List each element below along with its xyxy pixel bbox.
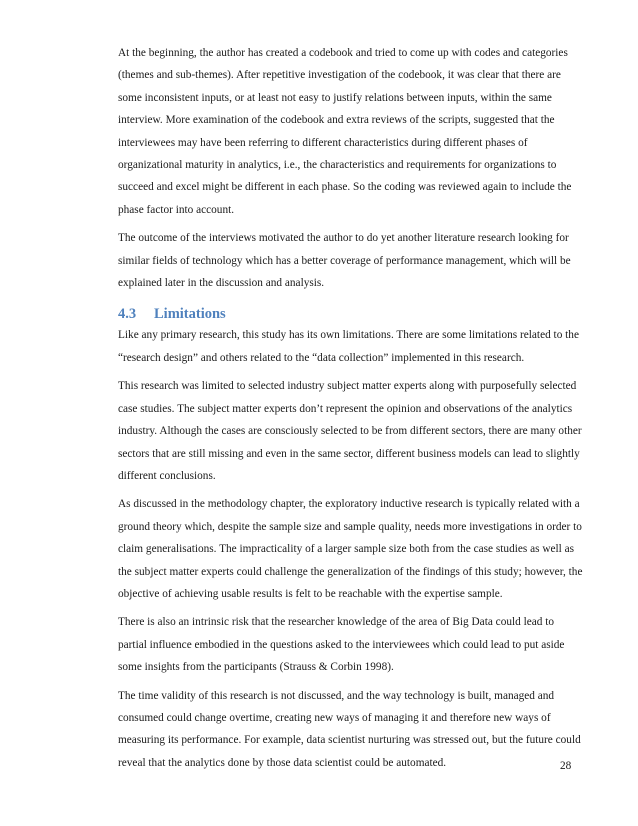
section-heading <box>118 304 584 324</box>
section-number: 4.3 <box>118 306 137 323</box>
page-content <box>118 42 584 780</box>
paragraph-interview-outcome: The outcome of the interviews motivated the author to do yet another literature research looking for similar fields of technology which has a better coverage of performance management, which will be explained later in the discussion and analysis. <box>118 232 571 290</box>
paragraph-researcher-bias: There is also an intrinsic risk that the researcher knowledge of the area of Big Data could lead to partial influence embodied in the questions asked to the interviewees which could lead to put aside some insights from the participants (Strauss & Corbin 1998). <box>118 616 565 674</box>
paragraph-codebook: At the beginning, the author has created a codebook and tried to come up with codes and categories (themes and sub-themes). After repetitive investigation of the codebook, it was clear that there are some inconsistent inputs, or at least not easy to justify relations between inputs, within the same interview. More examination of the codebook and extra reviews of the scripts, suggested that the interviewees may have been referring to different characteristics during different phases of organizational maturity in analytics, i.e., the characteristics and requirements for organizations to succeed and excel might be different in each phase. So the coding was reviewed again to include the phase factor into account. <box>118 47 572 216</box>
paragraph-time-validity: The time validity of this research is not discussed, and the way technology is built, managed and consumed could change overtime, creating new ways of managing it and therefore new ways of measuring its performance. For example, data scientist nurturing was stressed out, but the future could reveal that the analytics done by those data scientist could be automated. <box>118 689 581 769</box>
paragraph-limitations-intro: Like any primary research, this study has its own limitations. There are some limitations related to the “research design” and others related to the “data collection” implemented in this research. <box>118 329 579 364</box>
paragraph-generalisation: As discussed in the methodology chapter, the exploratory inductive research is typically related with a ground theory which, despite the sample size and sample quality, needs more investigations in order to claim generalisations. The impracticality of a larger sample size both from the case studies as well as the subject matter experts could challenge the generalization of the findings of this study; however, the objective of achieving usable results is felt to be reachable with the expertise sample. <box>118 498 583 600</box>
section-title: Limitations <box>154 306 226 323</box>
page-number: 28 <box>560 760 572 772</box>
paragraph-sample-limits: This research was limited to selected industry subject matter experts along with purposefully selected case studies. The subject matter experts don’t represent the opinion and observations of the analytics industry. Although the cases are consciously selected to be from different sectors, there are many other sectors that are still missing and even in the same sector, different business models can lead to slightly different conclusions. <box>118 380 582 482</box>
